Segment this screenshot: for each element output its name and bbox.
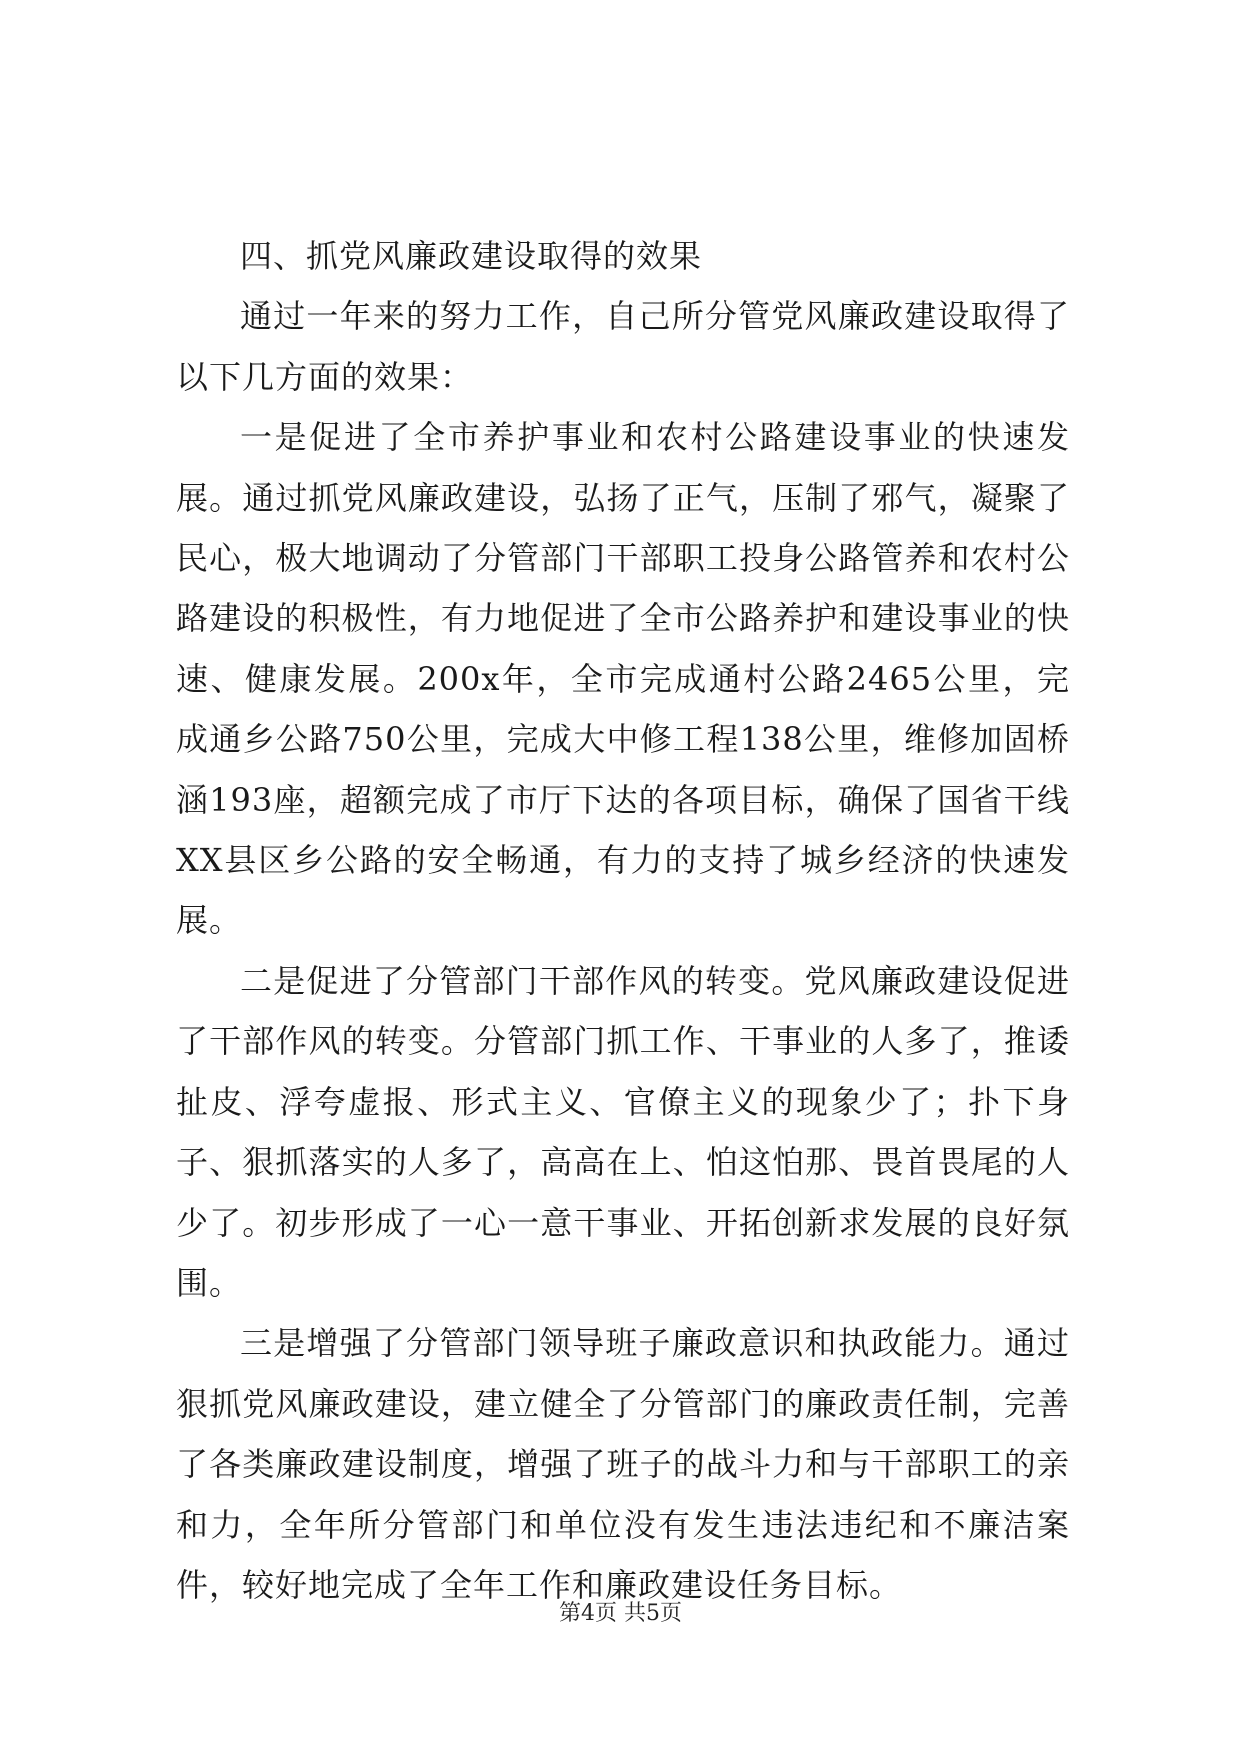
page-number-footer: 第4页 共5页: [559, 1601, 682, 1626]
section-heading: 四、抓党风廉政建设取得的效果: [240, 237, 703, 275]
effect-paragraph-2: 二是促进了分管部门干部作风的转变。党风廉政建设促进了干部作风的转变。分管部门抓工作、干事业的人多了，推诿扯皮、浮夸虚报、形式主义、官僚主义的现象少了；扑下身子、狠抓落实的人多了，高高在上、怕这怕那、畏首畏尾的人少了。初步形成了一心一意干事业、开拓创新求发展的良好氛围。: [176, 961, 1070, 1302]
intro-paragraph: 通过一年来的努力工作，自己所分管党风廉政建设取得了以下几方面的效果：: [176, 297, 1070, 396]
effect-paragraph-1: 一是促进了全市养护事业和农村公路建设事业的快速发展。通过抓党风廉政建设，弘扬了正气，压制了邪气，凝聚了民心，极大地调动了分管部门干部职工投身公路管养和农村公路建设的积极性，有力地促进了全市公路养护和建设事业的快速、健康发展。200x年，全市完成通村公路2465公里，完成通乡公路750公里，完成大中修工程138公里，维修加固桥涵193座，超额完成了市厅下达的各项目标，确保了国省干线XX县区乡公路的安全畅通，有力的支持了城乡经济的快速发展。: [176, 418, 1070, 940]
effect-paragraph-3: 三是增强了分管部门领导班子廉政意识和执政能力。通过狠抓党风廉政建设，建立健全了分管部门的廉政责任制，完善了各类廉政建设制度，增强了班子的战斗力和与干部职工的亲和力，全年所分管部门和单位没有发生违法违纪和不廉洁案件，较好地完成了全年工作和廉政建设任务目标。: [176, 1324, 1070, 1604]
document-body: [176, 226, 1070, 1615]
